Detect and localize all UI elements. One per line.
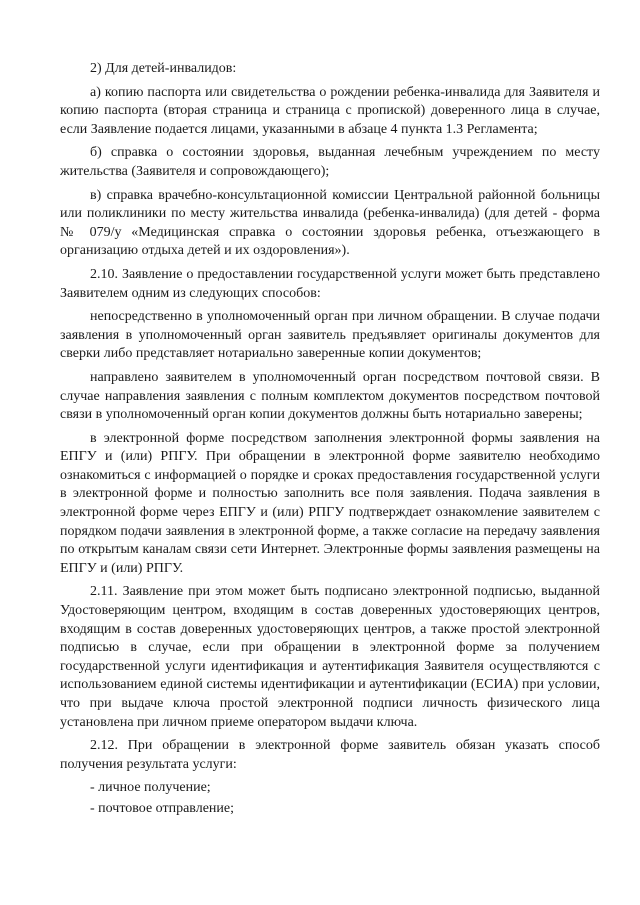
paragraph-2-10: 2.10. Заявление о предоставлении государственной услуги может быть представлено Заявителем одним из следующих способов: [60,266,600,301]
paragraph-item-a-passport: а) копию паспорта или свидетельства о рождении ребенка-инвалида для Заявителя и копию паспорта (вторая страница и страница с пропиской) доверенного лица в случае, если Заявление подается лицами, указанными в абзаце 4 пункта 1.3 Регламента; [60,84,600,137]
list-item-personal-receipt: - личное получение; [90,780,211,796]
paragraph-2-11: 2.11. Заявление при этом может быть подписано электронной подписью, выданной Удостоверяющим центром, входящим в состав доверенных удостоверяющих центров, входящим в состав доверенных удостоверяющих центров, а также простой электронной подписью в случае, если при обращении в электронной форме за получением государственной услуги идентификация и аутентификация Заявителя осуществляются с использованием единой системы идентификации и аутентификации (ЕСИА) при условии, что при выдаче ключа простой электронной подписи личность физического лица установлена при личном приеме оператором выдачи ключа. [60,584,600,730]
paragraph-method-in-person: непосредственно в уполномоченный орган при личном обращении. В случае подачи заявления в уполномоченный орган заявитель предъявляет оригиналы документов для сверки либо представляет нотариально заверенные копии документов; [60,309,600,362]
paragraph-2-12: 2.12. При обращении в электронной форме заявитель обязан указать способ получения результата услуги: [60,738,600,772]
paragraph-item-b-health-certificate: б) справка о состоянии здоровья, выданная лечебным учреждением по месту жительства (Заявителя и сопровождающего); [60,145,600,179]
paragraph-method-post: направлено заявителем в уполномоченный орган посредством почтовой связи. В случае направления заявления с полным комплектом документов посредством почтовой связи в уполномоченный орган копии документов должны быть нотариально заверены; [60,369,600,423]
paragraph-children-disabled-heading: 2) Для детей-инвалидов: [90,61,237,76]
list-item-postal-delivery: - почтовое отправление; [90,800,235,816]
document-body [60,60,600,821]
paragraph-item-v-medical-commission: в) справка врачебно-консультационной комиссии Центральной районной больницы или поликлиники по месту жительства инвалида (ребенка-инвалида) (для детей - форма № 079/у «Медицинская справка о состоянии здоровья ребенка, отъезжающего в организацию отдыха детей и их оздоровления»). [60,187,600,259]
paragraph-method-electronic: в электронной форме посредством заполнения электронной формы заявления на ЕПГУ и (или) РПГУ. При обращении в электронной форме заявителю необходимо ознакомиться с информацией о порядке и сроках предоставления государственной услуги в электронной форме и полностью заполнить все поля заявления. Подача заявления в электронной форме через ЕПГУ и (или) РПГУ подтверждает ознакомление заявителем с порядком подачи заявления в электронной форме, а также согласие на передачу заявления по открытым каналам связи сети Интернет. Электронные формы заявления размещены на ЕПГУ и (или) РПГУ. [60,430,600,576]
